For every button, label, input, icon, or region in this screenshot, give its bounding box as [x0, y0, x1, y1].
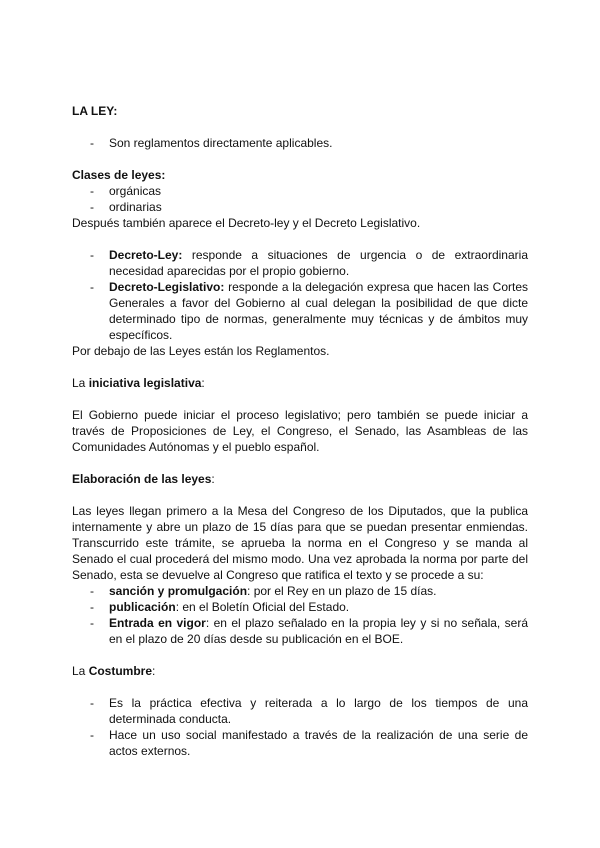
- bullet-dash: -: [90, 728, 94, 742]
- bullet-dash: -: [90, 584, 94, 598]
- paragraph: Las leyes llegan primero a la Mesa del Congreso de los Diputados, que la publica internamente y abre un plazo de 15 días para que se puedan presentar enmiendas. Transcurrido este trámite, se aprueba la norma en el Congreso y se manda al Senado el cual procederá del mismo modo. Una vez aprobada la norma por parte del Senado, esta se devuelve al Congreso que ratifica el texto y se procede a su:: [72, 504, 528, 582]
- section-title-la-ley: LA LEY:: [72, 104, 118, 118]
- paragraph: El Gobierno puede iniciar el proceso legislativo; pero también se puede iniciar a través de Proposiciones de Ley, el Congreso, el Senado, las Asambleas de las Comunidades Autónomas y el pueblo español.: [72, 408, 528, 454]
- bullet-dash: -: [90, 200, 94, 214]
- list-item-decreto-ley: - Decreto-Ley: responde a situaciones de urgencia o de extraordinaria necesidad aparecidas por el propio gobierno.: [90, 248, 528, 278]
- document-page: [72, 103, 528, 759]
- list-item: - Es la práctica efectiva y reiterada a lo largo de los tiempos de una determinada conducta.: [90, 696, 528, 726]
- list-item: - sanción y promulgación: por el Rey en un plazo de 15 días.: [90, 584, 437, 598]
- bullet-dash: -: [90, 136, 94, 150]
- section-title-costumbre: La Costumbre:: [72, 664, 156, 678]
- bullet-dash: -: [90, 248, 94, 262]
- list-item: - orgánicas: [90, 184, 162, 198]
- section-title-elaboracion: Elaboración de las leyes:: [72, 472, 215, 486]
- list-item: - Entrada en vigor: en el plazo señalado en la propia ley y si no señala, será en el plazo de 20 días desde su publicación en el BOE.: [90, 616, 529, 646]
- list-item: - ordinarias: [90, 200, 162, 214]
- bullet-dash: -: [90, 184, 94, 198]
- bullet-dash: -: [90, 616, 94, 630]
- list-item: - publicación: en el Boletín Oficial del Estado.: [90, 600, 350, 614]
- list-item-decreto-legislativo: - Decreto-Legislativo: responde a la delegación expresa que hacen las Cortes Generales a favor del Gobierno al cual delegan la posibilidad de que dicte determinado tipo de normas, generalmente muy técnicas y de ámbitos muy específicos.: [90, 280, 528, 342]
- section-title-clases: Clases de leyes:: [72, 168, 166, 182]
- paragraph: Después también aparece el Decreto-ley y el Decreto Legislativo.: [72, 216, 421, 230]
- bullet-dash: -: [90, 600, 94, 614]
- paragraph: Por debajo de las Leyes están los Reglamentos.: [72, 344, 330, 358]
- bullet-dash: -: [90, 280, 94, 294]
- section-title-iniciativa: La iniciativa legislativa:: [72, 376, 205, 390]
- list-item: - Hace un uso social manifestado a través de la realización de una serie de actos externos.: [90, 728, 528, 758]
- bullet-dash: -: [90, 696, 94, 710]
- list-item: - Son reglamentos directamente aplicables.: [90, 136, 333, 150]
